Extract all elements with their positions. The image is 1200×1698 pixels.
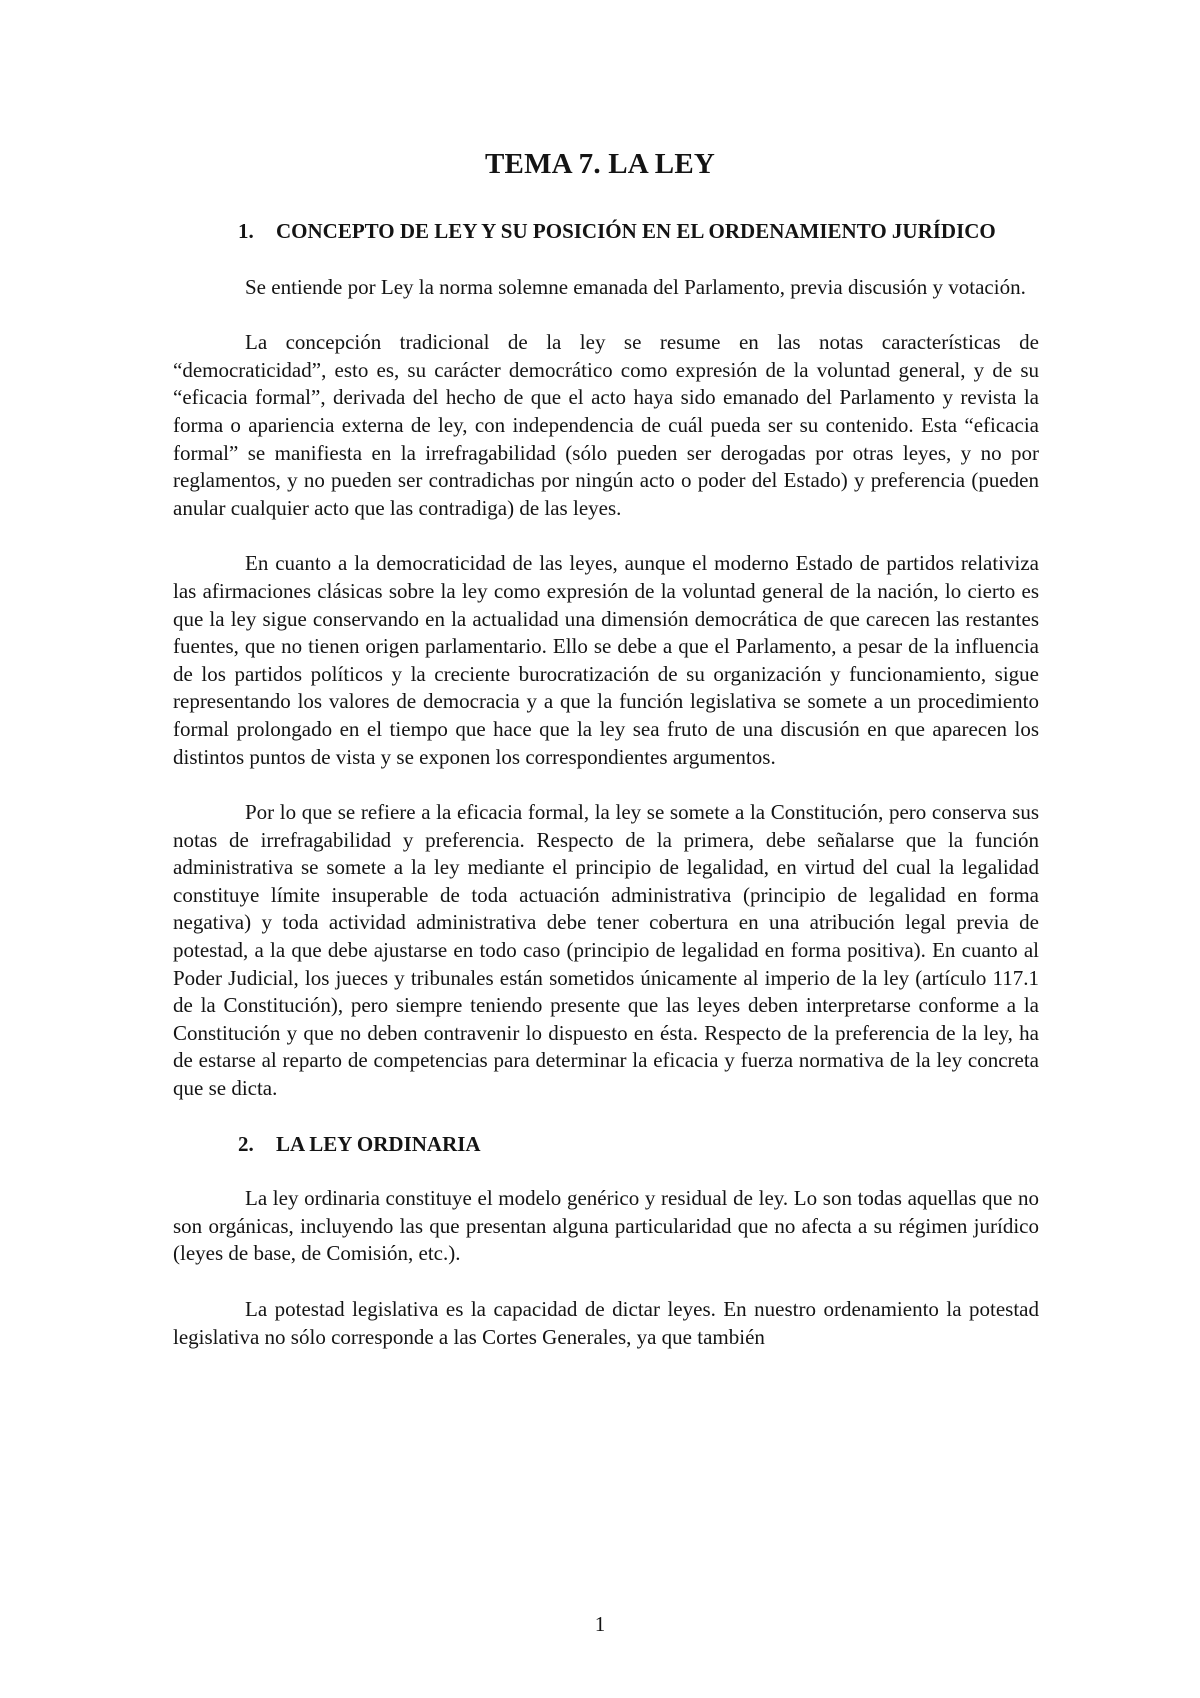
paragraph: La potestad legislativa es la capacidad de dictar leyes. En nuestro ordenamiento la potestad legislativa no sólo corresponde a las Cortes Generales, ya que también	[173, 1297, 1039, 1349]
paragraph: En cuanto a la democraticidad de las leyes, aunque el moderno Estado de partidos relativiza las afirmaciones clásicas sobre la ley como expresión de la voluntad general de la nación, lo cierto es que la ley sigue conservando en la actualidad una dimensión democrática de que carecen las restantes fuentes, que no tienen origen parlamentario. Ello se debe a que el Parlamento, a pesar de la influencia de los partidos políticos y la creciente burocratización de su organización y funcionamiento, sigue representando los valores de democracia y a que la función legislativa se somete a un procedimiento formal prolongado en el tiempo que hace que la ley sea fruto de una discusión en que aparecen los distintos puntos de vista y se exponen los correspondientes argumentos.	[173, 551, 1039, 769]
section-heading	[173, 218, 1039, 246]
paragraph: Se entiende por Ley la norma solemne emanada del Parlamento, previa discusión y votación.	[245, 274, 1026, 299]
paragraph: La concepción tradicional de la ley se resume en las notas características de “democraticidad”, esto es, su carácter democrático como expresión de la voluntad general, y de su “eficacia formal”, derivada del hecho de que el acto haya sido emanado del Parlamento y revista la forma o apariencia externa de ley, con independencia de cuál pueda ser su contenido. Esta “eficacia formal” se manifiesta en la irrefragabilidad (sólo pueden ser derogadas por otras leyes, y no por reglamentos, y no pueden ser contradichas por ningún acto o poder del Estado) y preferencia (pueden anular cualquier acto que las contradiga) de las leyes.	[173, 330, 1039, 520]
page-number: 1	[594, 1612, 606, 1636]
section-title: CONCEPTO DE LEY Y SU POSICIÓN EN EL ORDENAMIENTO JURÍDICO	[276, 219, 996, 243]
document-body	[173, 218, 1039, 1351]
paragraph: La ley ordinaria constituye el modelo genérico y residual de ley. Lo son todas aquellas que no son orgánicas, incluyendo las que presentan alguna particularidad que no afecta a su régimen jurídico (leyes de base, de Comisión, etc.).	[173, 1186, 1039, 1266]
section-number: 2.	[238, 1131, 254, 1156]
section-title: LA LEY ORDINARIA	[276, 1131, 481, 1156]
paragraph: Por lo que se refiere a la eficacia formal, la ley se somete a la Constitución, pero conserva sus notas de irrefragabilidad y preferencia. Respecto de la primera, debe señalarse que la función administrativa se somete a la ley mediante el principio de legalidad, en virtud del cual la legalidad constituye límite insuperable de toda actuación administrativa (principio de legalidad en forma negativa) y toda actividad administrativa debe tener cobertura en una atribución legal previa de potestad, a la que debe ajustarse en todo caso (principio de legalidad en forma positiva). En cuanto al Poder Judicial, los jueces y tribunales están sometidos únicamente al imperio de la ley (artículo 117.1 de la Constitución), pero siempre teniendo presente que las leyes deben interpretarse conforme a la Constitución y que no deben contravenir lo dispuesto en ésta. Respecto de la preferencia de la ley, ha de estarse al reparto de competencias para determinar la eficacia y fuerza normativa de la ley concreta que se dicta.	[173, 800, 1039, 1101]
section-number: 1.	[238, 219, 254, 243]
section-heading	[173, 1131, 1039, 1159]
document-title: TEMA 7. LA LEY	[484, 148, 715, 180]
